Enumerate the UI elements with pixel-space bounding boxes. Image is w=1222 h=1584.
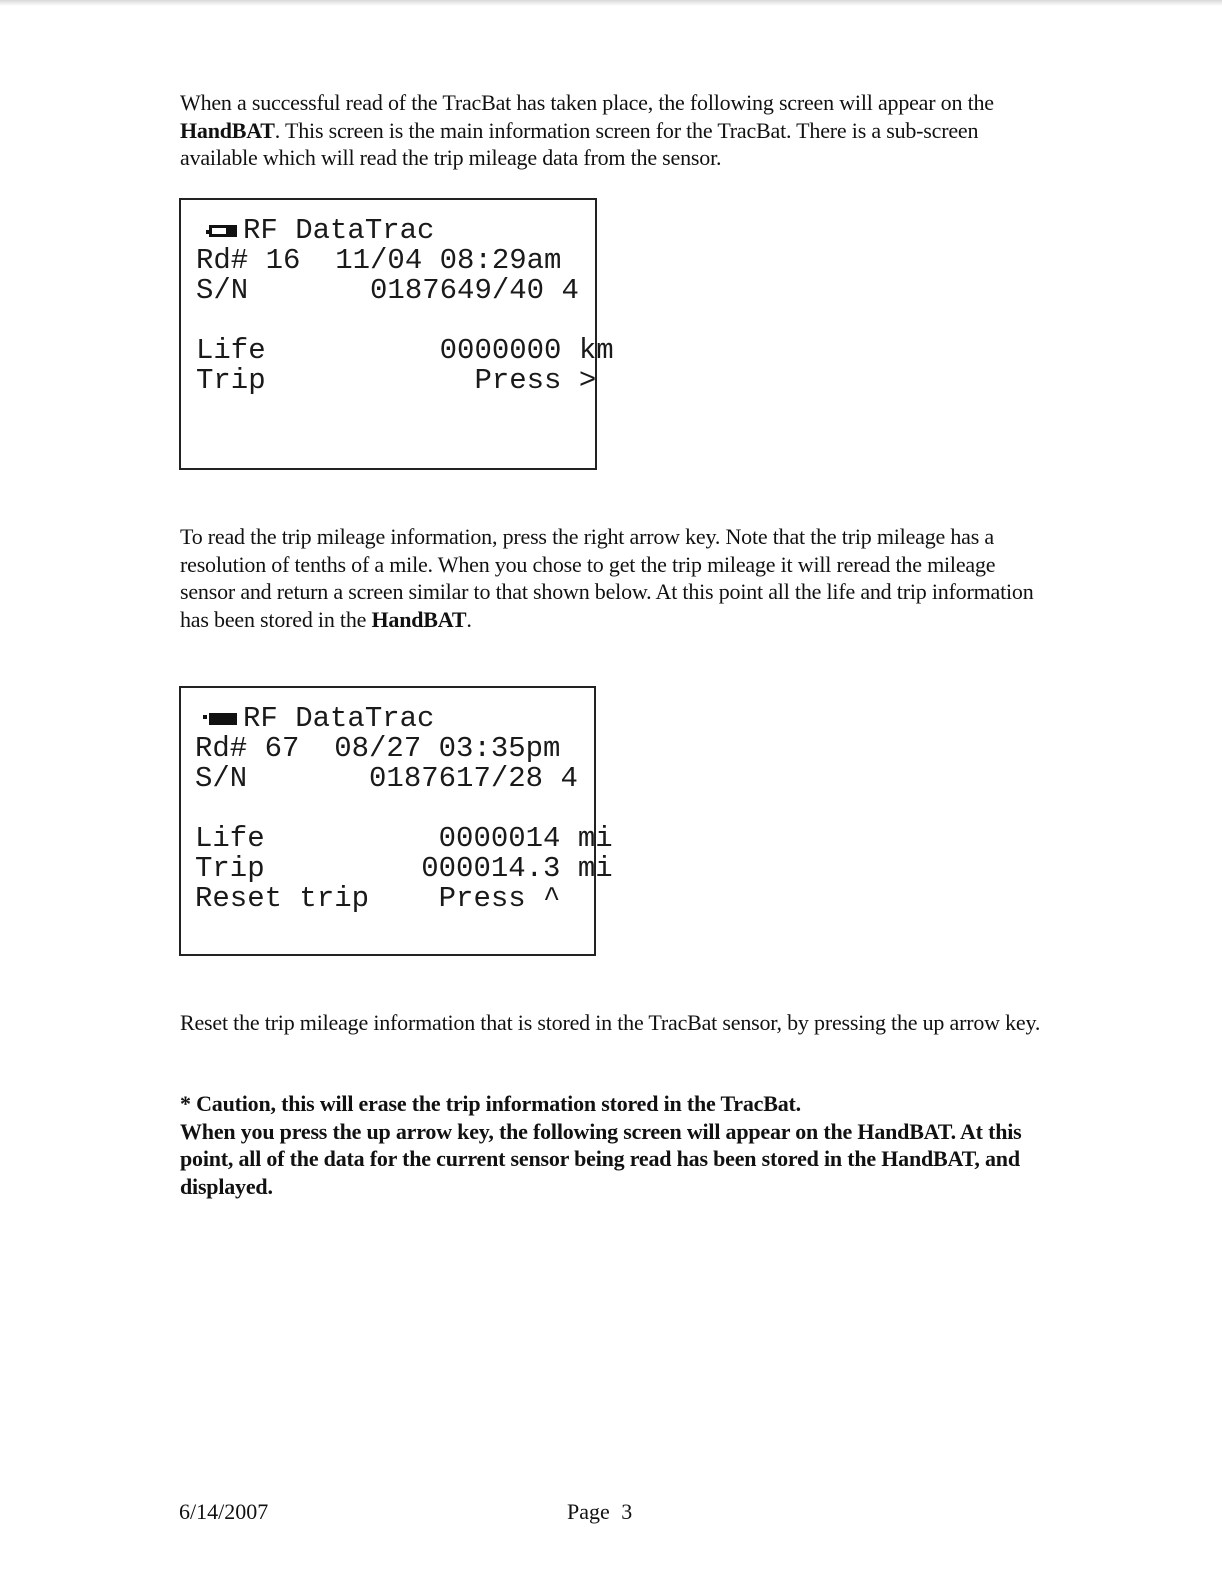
lcd-screen-main <box>179 198 614 470</box>
lcd-screen-trip <box>179 686 613 956</box>
caution-detail: When you press the up arrow key, the following screen will appear on the HandBAT. At this point, all of the data for the current sensor being read has been stored in the HandBAT, and displayed. <box>180 1118 1022 1199</box>
lcd-line: S/N 0187617/28 4 <box>195 762 578 795</box>
footer-date: 6/14/2007 <box>179 1499 269 1524</box>
caution-line: * Caution, this will erase the trip information stored in the TracBat. <box>180 1091 801 1116</box>
lcd-title-row <box>209 704 434 734</box>
scan-edge <box>0 0 1222 6</box>
handbat-bold: HandBAT <box>371 606 467 632</box>
lcd-line: Rd# 16 11/04 08:29am <box>196 244 562 277</box>
reset-paragraph: Reset the trip mileage information that is stored in the TracBat sensor, by pressing the up arrow key. <box>180 1010 1041 1035</box>
lcd-line: Trip Press > <box>196 364 597 397</box>
lcd-line: Rd# 67 08/27 03:35pm <box>195 732 561 765</box>
handbat-bold: HandBAT <box>180 117 275 143</box>
lcd-line: Reset trip Press ^ <box>195 882 561 915</box>
lcd-line: Trip 000014.3 mi <box>195 852 613 885</box>
lcd-line: S/N 0187649/40 4 <box>196 274 579 307</box>
lcd-line: Life 0000000 km <box>196 334 614 367</box>
lcd-title: RF DataTrac <box>243 702 435 735</box>
lcd-title-row <box>209 216 434 246</box>
lcd-title: RF DataTrac <box>243 214 435 247</box>
intro-paragraph: When a successful read of the TracBat has taken place, the following screen will appear on the HandBAT. This screen is the main information screen for the TracBat. There is a sub-screen available which will read the trip mileage data from the sensor. <box>180 90 994 170</box>
battery-low-icon <box>209 225 237 237</box>
trip-paragraph: To read the trip mileage information, press the right arrow key. Note that the trip mileage has a resolution of tenths of a mile. When you chose to get the trip mileage it will reread the mileage sensor and return a screen similar to that shown below. At this point all the life and trip information has been stored in the HandBAT. <box>180 524 1034 632</box>
page-number: Page 3 <box>567 1499 633 1524</box>
caution-paragraph <box>180 1090 1050 1200</box>
battery-full-icon <box>209 713 237 725</box>
lcd-line: Life 0000014 mi <box>195 822 613 855</box>
